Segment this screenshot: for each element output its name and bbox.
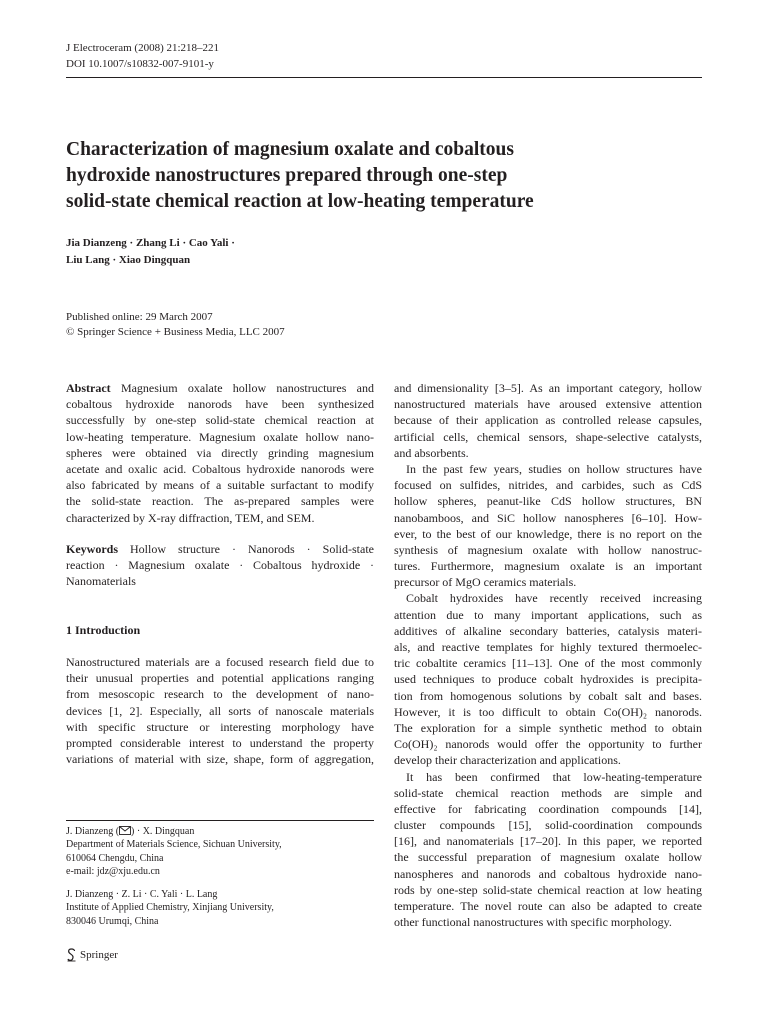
publisher-name: Springer bbox=[80, 949, 118, 961]
body-line: nanostructured materials have aroused extensive attention bbox=[394, 397, 702, 412]
body-line: develop their characterization and applications. bbox=[394, 753, 621, 768]
abstract bbox=[66, 380, 374, 526]
title-line: Characterization of magnesium oxalate and cobaltous bbox=[66, 139, 514, 160]
keywords-line: Nanomaterials bbox=[66, 574, 136, 589]
body-line: because of their application as controlled release capsules, bbox=[394, 413, 702, 428]
body-line: rods by one-step solid-state chemical reaction at low heating bbox=[394, 882, 702, 897]
springer-logo bbox=[66, 948, 77, 962]
affiliation-line: Department of Materials Science, Sichuan University, bbox=[66, 839, 282, 851]
body-line: tures. Furthermore, magnesium oxalate is an important bbox=[394, 559, 702, 574]
footnote-rule bbox=[66, 820, 374, 821]
body-line: and absorbents. bbox=[394, 445, 469, 460]
keywords-line: reaction · Magnesium oxalate · Cobaltous hydroxide · bbox=[66, 558, 374, 573]
author-line: Jia Dianzeng · Zhang Li · Cao Yali · bbox=[66, 237, 235, 249]
abstract-line: also fabricated by means of a suitable surfactant to modify bbox=[66, 478, 374, 493]
body-line: used techniques to produce cobalt hydroxides is precipita- bbox=[394, 672, 702, 687]
journal-citation: J Electroceram (2008) 21:218–221 bbox=[66, 42, 220, 54]
body-line: and dimensionality [3–5]. As an important category, hollow bbox=[394, 381, 702, 395]
title-line: solid-state chemical reaction at low-heating temperature bbox=[66, 191, 534, 212]
keywords bbox=[66, 541, 374, 590]
body-line: their unusual properties and potential applications ranging bbox=[66, 671, 374, 686]
keywords-line: Keywords Hollow structure · Nanorods · Solid-state bbox=[66, 542, 375, 556]
body-line: solid-state chemical reaction methods are simple and bbox=[394, 785, 702, 800]
body-line: focused on sulfides, nitrides, and carbides, such as CdS bbox=[394, 478, 702, 493]
publication-info bbox=[66, 310, 285, 339]
envelope-icon[interactable] bbox=[119, 826, 131, 835]
copyright: © Springer Science + Business Media, LLC 2007 bbox=[66, 325, 285, 338]
affiliation-line: J. Dianzeng · Z. Li · C. Yali · L. Lang bbox=[66, 889, 218, 901]
body-line: tric cobaltite ceramics [11–13]. One of the most commonly bbox=[394, 656, 702, 671]
abstract-line: spheres were obtained via directly grinding magnesium bbox=[66, 445, 374, 460]
body-line: [16], and nanomaterials [17–20]. In this paper, we reported bbox=[394, 834, 702, 849]
body-line: nanobamboos, and SiC hollow nanospheres [6–10]. How- bbox=[394, 510, 702, 525]
body-line: temperature. The novel route can also be adapted to create bbox=[394, 899, 702, 913]
author-affiliations bbox=[66, 825, 282, 928]
author-line: Liu Lang · Xiao Dingquan bbox=[66, 254, 191, 266]
published-date: Published online: 29 March 2007 bbox=[66, 311, 213, 323]
body-line: variations of material with size, shape, form of aggregation, bbox=[66, 752, 374, 767]
body-line: precursor of MgO ceramics materials. bbox=[394, 575, 577, 590]
abstract-label: Abstract bbox=[66, 381, 111, 395]
body-line: other functional nanostructures with specific morphology. bbox=[394, 915, 672, 930]
affiliation-line: Institute of Applied Chemistry, Xinjiang University, bbox=[66, 902, 274, 914]
springer-footer bbox=[66, 948, 118, 962]
introduction-text bbox=[66, 654, 374, 767]
abstract-line: Abstract Magnesium oxalate hollow nanostructures and bbox=[66, 381, 374, 395]
body-line: artificial cells, chemical sensors, shape-selective catalysts, bbox=[394, 429, 702, 444]
body-line: tion from homogenous solutions by cobalt salt and bases. bbox=[394, 688, 702, 703]
body-line: the successful preparation of magnesium oxalate hollow bbox=[394, 850, 702, 865]
title-line: hydroxide nanostructures prepared through one-step bbox=[66, 165, 508, 186]
abstract-line: characterized by X-ray diffraction, TEM, and SEM. bbox=[66, 510, 315, 525]
affiliation-line: 830046 Urumqi, China bbox=[66, 915, 159, 927]
body-line: Nanostructured materials are a focused research field due to bbox=[66, 655, 374, 669]
corresponding-authors: J. Dianzeng ( ) · X. Dingquan bbox=[66, 826, 195, 837]
header-rule bbox=[66, 77, 702, 78]
abstract-line: acetate and oxalic acid. Cobaltous hydroxide nanorods were bbox=[66, 461, 374, 476]
body-line: with specific structure or interesting morphology have bbox=[66, 719, 374, 734]
journal-header bbox=[66, 40, 219, 72]
body-line: effective for fabricating coordination compounds [14], bbox=[394, 801, 702, 816]
body-line: cluster compounds [15], solid-coordination compounds bbox=[394, 818, 702, 833]
affiliation-line: 610064 Chengdu, China bbox=[66, 852, 164, 864]
body-line: prompted considerable interest to understand the property bbox=[66, 735, 374, 750]
article-title bbox=[66, 137, 666, 215]
body-line: additives of alkaline secondary batteries, catalysis materi- bbox=[394, 623, 702, 638]
right-column-text bbox=[394, 380, 702, 930]
section-heading-introduction: 1 Introduction bbox=[66, 623, 141, 637]
body-line: It has been confirmed that low-heating-temperature bbox=[406, 769, 702, 784]
body-line: devices [1, 2]. Especially, all sorts of nanoscale materials bbox=[66, 703, 374, 718]
abstract-line: cobaltous hydroxide nanorods have been synthesized bbox=[66, 397, 374, 412]
body-line: als, and reactive templates for highly textured thermoelec- bbox=[394, 640, 702, 654]
body-line: However, it is too difficult to obtain Co(OH)₂ nanorods. bbox=[394, 704, 702, 719]
body-line: Cobalt hydroxides have recently received increasing bbox=[406, 591, 702, 606]
email-address[interactable]: e-mail: jdz@xju.edu.cn bbox=[66, 865, 160, 877]
body-line: synthesis of magnesium oxalate with hollow nanostruc- bbox=[394, 542, 702, 557]
body-line: In the past few years, studies on hollow structures have bbox=[406, 461, 702, 476]
body-line: from mesoscopic research to the development of nano- bbox=[66, 687, 374, 702]
doi[interactable]: DOI 10.1007/s10832-007-9101-y bbox=[66, 58, 214, 70]
body-line: hollow spheres, peanut-like CdS hollow structures, BN bbox=[394, 494, 702, 509]
abstract-line: successfully by one-step solid-state chemical reaction at bbox=[66, 413, 374, 428]
author-list bbox=[66, 235, 235, 269]
body-line: The exploration for a simple synthetic method to obtain bbox=[394, 720, 702, 735]
body-line: nanospheres and nanorods and cobaltous hydroxide nano- bbox=[394, 866, 702, 881]
body-line: Co(OH)₂ nanorods would offer the opportunity to further bbox=[394, 737, 702, 752]
body-line: ever, to the best of our knowledge, there is no report on the bbox=[394, 526, 702, 541]
body-line: attention due to many important applications, such as bbox=[394, 607, 702, 622]
abstract-line: the solid-state reaction. The as-prepared samples were bbox=[66, 494, 374, 509]
abstract-line: low-heating temperature. Magnesium oxalate hollow nano- bbox=[66, 429, 374, 444]
keywords-label: Keywords bbox=[66, 542, 118, 556]
